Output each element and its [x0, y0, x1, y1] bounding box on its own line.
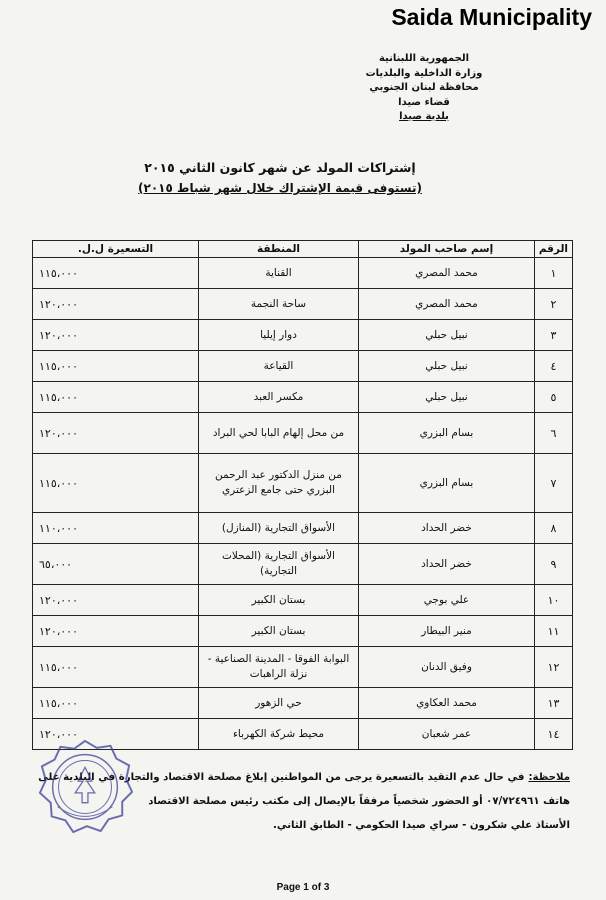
cell-price: ١٢٠،٠٠٠ [33, 616, 199, 647]
cell-area: البوابة الفوقا - المدينة الصناعية - نزلة الراهبات [199, 647, 359, 688]
letterhead-line: قضاء صيدا [398, 96, 450, 108]
letterhead-line: محافظة لبنان الجنوبي [369, 82, 479, 93]
cell-area: من محل إلهام البابا لحي البراد [199, 413, 359, 454]
table-row [33, 413, 573, 454]
cell-price: ١٢٠،٠٠٠ [33, 719, 199, 750]
cell-price: ١٢٠،٠٠٠ [33, 320, 199, 351]
cell-name: عمر شعبان [359, 719, 535, 750]
cell-price: ١١٥،٠٠٠ [33, 382, 199, 413]
table-row [33, 320, 573, 351]
cell-no: ٤ [535, 351, 573, 382]
table-row [33, 513, 573, 544]
cell-name: خضر الحداد [359, 544, 535, 585]
cell-area: الأسواق التجارية (المنازل) [199, 513, 359, 544]
cell-no: ٢ [535, 289, 573, 320]
municipal-seal-icon [36, 738, 134, 836]
cell-price: ١٢٠،٠٠٠ [33, 585, 199, 616]
table-row [33, 454, 573, 513]
note-line-3: الأستاذ علي شكرون - سراي صيدا الحكومي - الطابق الثاني. [273, 820, 570, 831]
cell-area: ساحة النجمة [199, 289, 359, 320]
cell-area: بستان الكبير [199, 616, 359, 647]
cell-area: القياعة [199, 351, 359, 382]
cell-no: ١ [535, 258, 573, 289]
page-title: Saida Municipality [391, 4, 592, 30]
subheading-text: (تستوفى قيمة الإشتراك خلال شهر شباط ٢٠١٥) [138, 181, 422, 195]
table-row [33, 289, 573, 320]
table-row [33, 351, 573, 382]
cell-area: القناية [199, 258, 359, 289]
cell-no: ١١ [535, 616, 573, 647]
cell-name: نبيل حبلي [359, 320, 535, 351]
cell-price: ١١٥،٠٠٠ [33, 351, 199, 382]
cell-name: بسام البزري [359, 454, 535, 513]
cell-no: ٦ [535, 413, 573, 454]
table-row [33, 688, 573, 719]
letterhead [324, 52, 524, 125]
table-row [33, 616, 573, 647]
cell-name: منير البيطار [359, 616, 535, 647]
cell-price: ١٢٠،٠٠٠ [33, 413, 199, 454]
cell-area: مكسر العبد [199, 382, 359, 413]
cell-name: خضر الحداد [359, 513, 535, 544]
cell-price: ١١٥،٠٠٠ [33, 454, 199, 513]
cell-name: نبيل حبلي [359, 351, 535, 382]
note-text: في حال عدم التقيد بالتسعيرة يرجى من المواطنين إبلاغ مصلحة الاقتصاد والتجارة في البلدية على [38, 772, 525, 783]
cell-no: ٩ [535, 544, 573, 585]
table-header-row [33, 241, 573, 258]
cell-price: ١١٥،٠٠٠ [33, 647, 199, 688]
table-row [33, 647, 573, 688]
cell-no: ٥ [535, 382, 573, 413]
heading-text: إشتراكات المولد عن شهر كانون الثاني ٢٠١٥ [144, 160, 416, 175]
table-row [33, 382, 573, 413]
header-price: التسعيرة ل.ل. [33, 241, 199, 258]
table-row [33, 258, 573, 289]
header-area: المنطقة [199, 241, 359, 258]
letterhead-line: وزارة الداخلية والبلديات [365, 67, 483, 79]
cell-area: الأسواق التجارية (المحلات التجارية) [199, 544, 359, 585]
letterhead-line: الجمهورية اللبنانية [378, 53, 470, 64]
cell-area: دوار إيليا [199, 320, 359, 351]
letterhead-line: بلدية صيدا [399, 111, 449, 122]
generator-table [32, 240, 573, 750]
cell-name: محمد المصري [359, 258, 535, 289]
page-footer: Page 1 of 3 [276, 882, 330, 893]
table-row [33, 544, 573, 585]
table-row [33, 585, 573, 616]
cell-price: ١٢٠،٠٠٠ [33, 289, 199, 320]
cell-name: علي بوجي [359, 585, 535, 616]
cell-no: ١٣ [535, 688, 573, 719]
cell-area: من منزل الدكتور عبد الرحمن البزري حتى جامع الزعتري [199, 454, 359, 513]
cell-name: محمد العكاوي [359, 688, 535, 719]
cell-area: حي الزهور [199, 688, 359, 719]
cell-no: ٨ [535, 513, 573, 544]
cell-no: ١٠ [535, 585, 573, 616]
document-heading [100, 158, 460, 198]
cell-no: ١٢ [535, 647, 573, 688]
note-line-2: هاتف ٠٧/٧٢٤٩٦١ أو الحضور شخصياً مرفقاً بالإيصال إلى مكتب رئيس مصلحة الاقتصاد [148, 796, 570, 807]
cell-name: نبيل حبلي [359, 382, 535, 413]
cell-price: ١١٠،٠٠٠ [33, 513, 199, 544]
cell-area: محيط شركة الكهرباء [199, 719, 359, 750]
cell-name: محمد المصري [359, 289, 535, 320]
cell-no: ٧ [535, 454, 573, 513]
cell-price: ٦٥،٠٠٠ [33, 544, 199, 585]
note-label: ملاحظة: [528, 772, 570, 783]
cell-no: ٣ [535, 320, 573, 351]
cell-price: ١١٥،٠٠٠ [33, 688, 199, 719]
header-name: إسم صاحب المولد [359, 241, 535, 258]
cell-no: ١٤ [535, 719, 573, 750]
cell-price: ١١٥،٠٠٠ [33, 258, 199, 289]
cell-name: بسام البزري [359, 413, 535, 454]
cell-area: بستان الكبير [199, 585, 359, 616]
cell-name: وفيق الدنان [359, 647, 535, 688]
header-no: الرقم [535, 241, 573, 258]
